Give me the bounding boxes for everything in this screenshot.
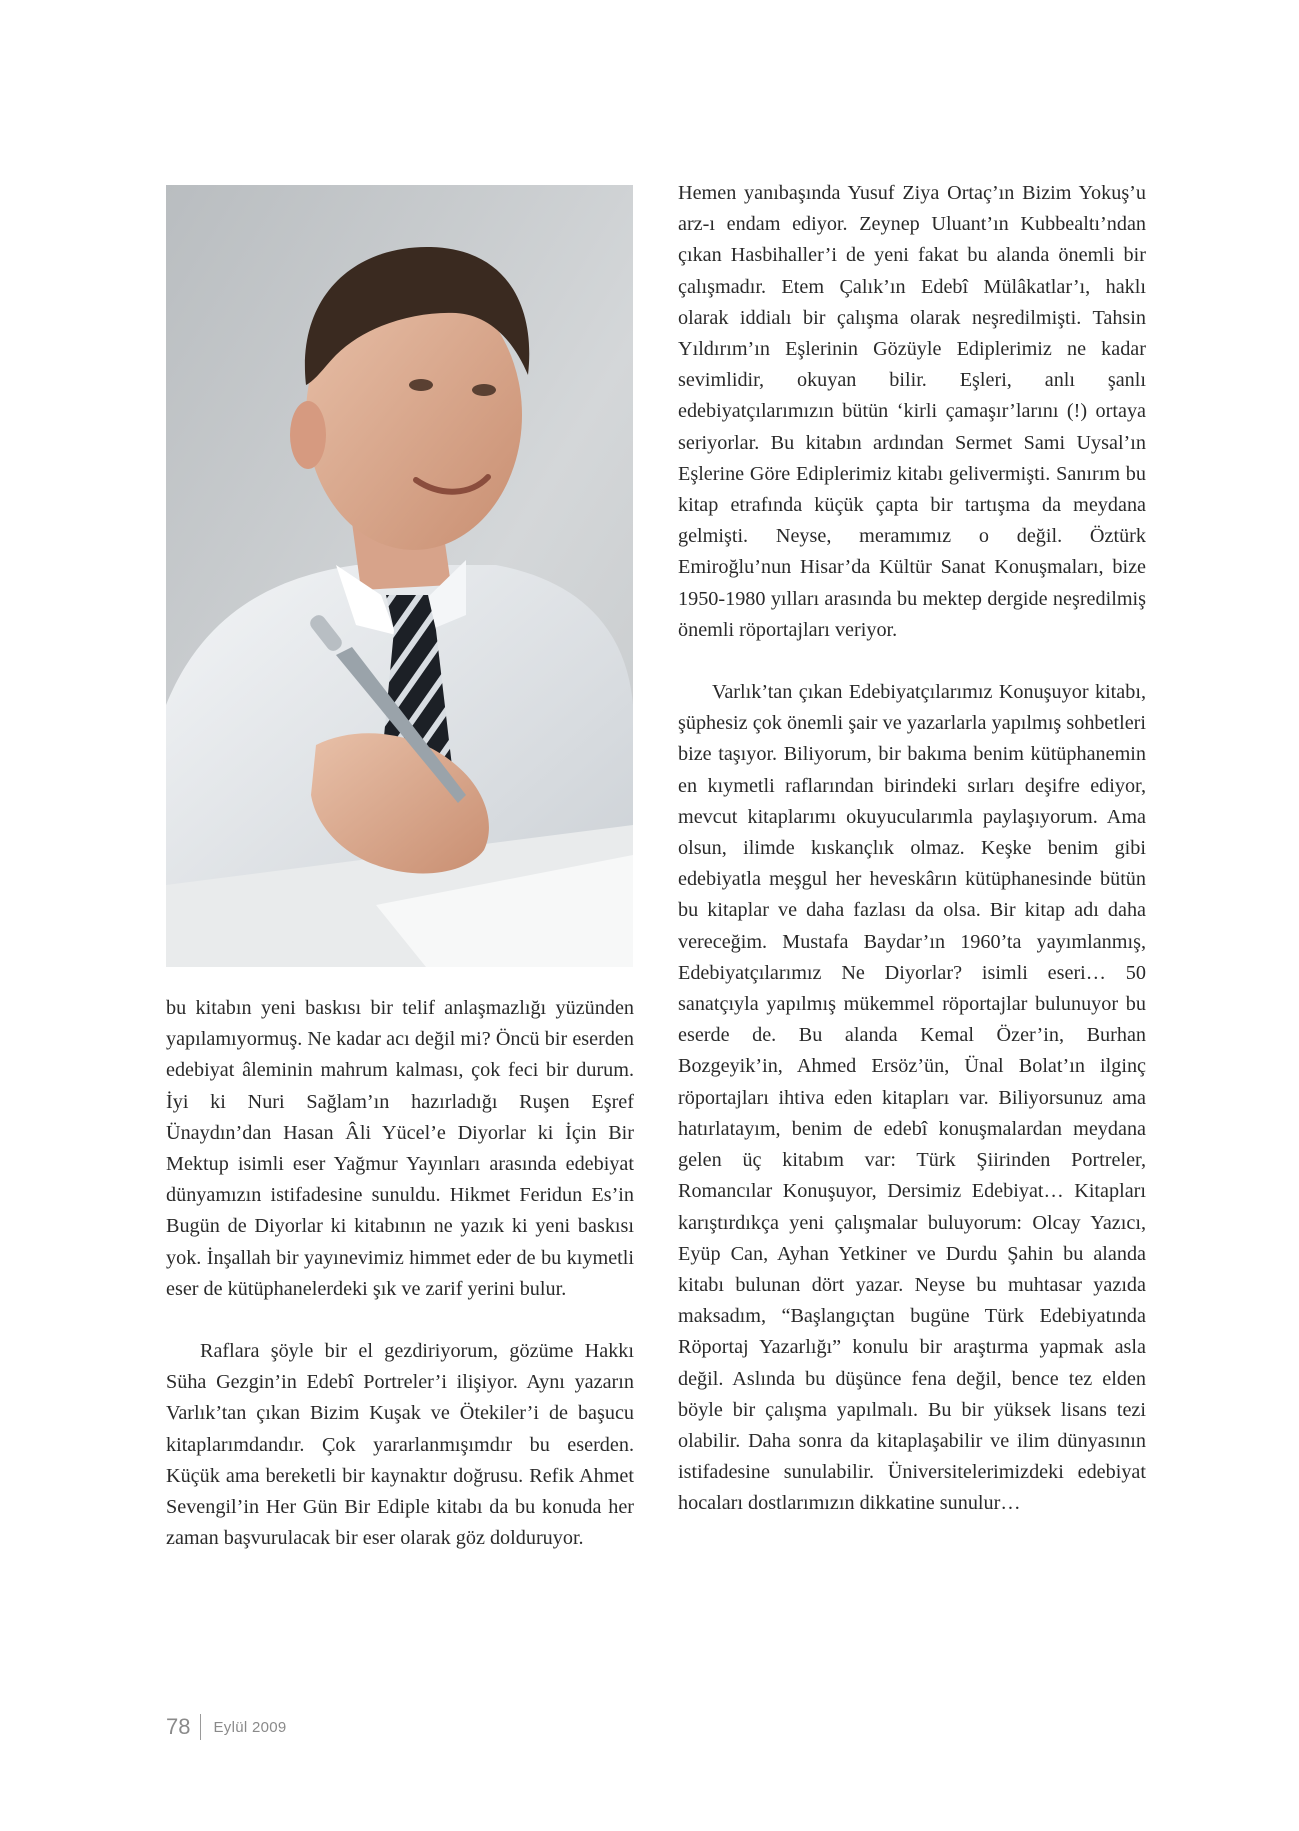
man-writing-photo-icon: [166, 185, 633, 967]
body-paragraph: Hemen yanıbaşında Yusuf Ziya Ortaç’ın Bizim Yokuş’u arz-ı endam ediyor. Zeynep Uluant’ın Kubbealtı’ndan çıkan Hasbihaller’i de yeni fakat bu alanda önemli bir çalışmadır. Etem Çalık’ın Edebî Mülâkatlar’ı, haklı olarak iddialı bir çalışma olarak neşredilmişti. Tahsin Yıldırım’ın Eşlerinin Gözüyle Ediplerimiz ne kadar sevimlidir, okuyan bilir. Eşleri, anlı şanlı edebiyatçılarımızın bütün ‘kirli çamaşır’larını (!) ortaya seriyorlar. Bu kitabın ardından Sermet Sami Uysal’ın Eşlerine Göre Ediplerimiz kitabı gelivermişti. Sanırım bu kitap etrafında küçük çapta bir tartışma da meydana gelmişti. Neyse, meramımız o değil. Öztürk Emiroğlu’nun Hisar’da Kültür Sanat Konuşmaları, bize 1950-1980 yılları arasında bu mektep dergide neşredilmiş önemli röportajları veriyor.: [678, 182, 1146, 641]
body-paragraph: Raflara şöyle bir el gezdiriyorum, gözüme Hakkı Süha Gezgin’in Edebî Portreler’i ilişiyor. Aynı yazarın Varlık’tan çıkan Bizim Kuşak ve Ötekiler’i de başucu kitaplarımdandır. Çok yararlanmışımdır bu eserden. Küçük ama bereketli bir kaynaktır doğrusu. Refik Ahmet Sevengil’in Her Gün Bir Ediple kitabı da bu konuda her zaman başvurulacak bir eser olarak göz dolduruyor.: [166, 1340, 634, 1550]
body-paragraph: bu kitabın yeni baskısı bir telif anlaşmazlığı yüzünden yapılamıyormuş. Ne kadar acı değil mi? Öncü bir eserden edebiyat âleminin mahrum kalması, çok feci bir durum. İyi ki Nuri Sağlam’ın hazırladığı Ruşen Eşref Ünaydın’dan Hasan Âli Yücel’e Diyorlar ki İçin Bir Mektup isimli eser Yağmur Yayınları arasında edebiyat dünyamızın istifadesine sunuldu. Hikmet Feridun Es’in Bugün de Diyorlar ki kitabının ne yazık ki yeni baskısı yok. İnşallah bir yayınevimiz himmet eder de bu kıymetli eser de kütüphanelerdeki şık ve zarif yerini bulur.: [166, 997, 634, 1300]
page-number: 78: [166, 1714, 191, 1739]
left-column: [166, 993, 634, 1554]
footer-divider: [200, 1714, 201, 1740]
body-paragraph: Varlık’tan çıkan Edebiyatçılarımız Konuşuyor kitabı, şüphesiz çok önemli şair ve yazarlarla yapılmış sohbetleri bize taşıyor. Biliyorum, bir bakıma benim kütüphanemin en kıymetli raflarından birindeki sırları deşifre ediyor, mevcut kitaplarımı okuyucularımla paylaşıyorum. Ama olsun, ilimde kıskançlık olmaz. Keşke benim gibi edebiyatla meşgul her heveskârın kütüphanesinde bütün bu kitaplar ve daha fazlası da olsa. Bir kitap adı daha vereceğim. Mustafa Baydar’ın 1960’ta yayımlanmış, Edebiyatçılarımız Ne Diyorlar? isimli eseri… 50 sanatçıyla yapılmış mükemmel röportajlar bulunuyor bu eserde de. Bu alanda Kemal Özer’in, Burhan Bozgeyik’in, Ahmed Ersöz’ün, Ünal Bolat’ın ilginç röportajları ihtiva eden kitapları var. Biliyorsunuz ama hatırlatayım, benim de edebî konuşmalardan meydana gelen üç kitabım var: Türk Şiirinden Portreler, Romancılar Konuşuyor, Dersimiz Edebiyat… Kitapları karıştırdıkça yeni çalışmalar buluyorum: Olcay Yazıcı, Eyüp Can, Ayhan Yetkiner ve Durdu Şahin bu alanda kitabı bulunan dört yazar. Neyse bu muhtasar yazıda maksadım, “Başlangıçtan bugüne Türk Edebiyatında Röportaj Yazarlığı” konulu bir araştırma yapmak asla değil. Aslında bu düşünce fena değil, bence tez elden böyle bir çalışma yapılmalı. Bu bir yüksek lisans tezi olabilir. Daha sonra da kitaplaşabilir ve ilim dünyasının istifadesine sunulabilir. Üniversitelerimizdeki edebiyat hocaları dostlarımızın dikkatine sunulur…: [678, 681, 1146, 1515]
issue-date: Eylül 2009: [213, 1718, 287, 1736]
article-photo: [166, 185, 633, 967]
right-column: [678, 178, 1146, 1520]
page-footer: [166, 1714, 287, 1740]
